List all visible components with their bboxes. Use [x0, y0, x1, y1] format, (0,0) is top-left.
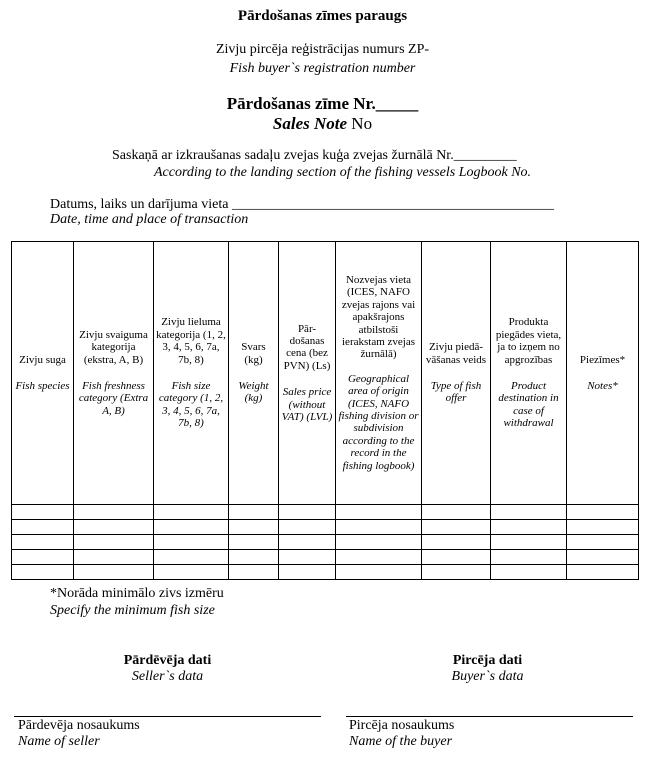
table-cell[interactable] [279, 505, 336, 520]
table-cell[interactable] [12, 520, 74, 535]
col-header-destination: Produkta piegādes vieta, ja to izņem no apgrozības Product destination in case of withdrawal [491, 242, 567, 505]
table-cell[interactable] [229, 550, 279, 565]
buyer-name-line[interactable] [346, 716, 633, 717]
table-cell[interactable] [491, 520, 567, 535]
col-header-notes: Piezīmes* Notes* [567, 242, 639, 505]
table-cell[interactable] [491, 505, 567, 520]
table-cell[interactable] [229, 505, 279, 520]
logbook-label-en: According to the landing section of the fishing vessels Logbook No. [154, 165, 532, 180]
table-cell[interactable] [12, 565, 74, 580]
sales-note-label-lv: Pārdošanas zīme Nr._____ [226, 94, 419, 113]
table-cell[interactable] [279, 535, 336, 550]
table-cell[interactable] [336, 520, 422, 535]
table-cell[interactable] [74, 535, 154, 550]
table-cell[interactable] [279, 520, 336, 535]
buyer-name-label-lv: Pircēja nosaukums [349, 718, 455, 733]
table-cell[interactable] [422, 535, 491, 550]
table-cell[interactable] [336, 550, 422, 565]
seller-name-label-en: Name of seller [18, 734, 100, 749]
seller-name-label-lv: Pārdevēja nosaukums [18, 718, 140, 733]
col-header-weight: Svars (kg) Weight (kg) [229, 242, 279, 505]
table-cell[interactable] [74, 565, 154, 580]
table-row [12, 505, 639, 520]
col-header-species: Zivju suga Fish species [12, 242, 74, 505]
table-cell[interactable] [422, 550, 491, 565]
table-cell[interactable] [336, 565, 422, 580]
table-cell[interactable] [491, 535, 567, 550]
col-header-freshness: Zivju svaiguma kategorija (ekstra, A, B) Fish freshness category (Extra A, B) [74, 242, 154, 505]
table-cell[interactable] [422, 520, 491, 535]
table-cell[interactable] [491, 550, 567, 565]
table-cell[interactable] [567, 550, 639, 565]
table-row [12, 520, 639, 535]
table-cell[interactable] [567, 520, 639, 535]
seller-heading-lv: Pārdēvēja dati [123, 653, 212, 668]
table-cell[interactable] [74, 520, 154, 535]
col-header-price: Pār-došanas cena (bez PVN) (Ls) Sales price (without VAT) (LVL) [279, 242, 336, 505]
sales-note-en-suffix: No [347, 114, 373, 133]
buyer-heading-lv: Pircēja dati [452, 653, 523, 668]
seller-name-line[interactable] [14, 716, 321, 717]
registration-label-en: Fish buyer`s registration number [229, 61, 416, 76]
sales-note-label-en [0, 114, 645, 134]
table-cell[interactable] [336, 505, 422, 520]
table-row [12, 550, 639, 565]
table-cell[interactable] [74, 550, 154, 565]
sales-note-en-bold: Sales Note [272, 114, 348, 133]
seller-heading-en: Seller`s data [131, 669, 204, 684]
buyer-heading-en: Buyer`s data [451, 669, 524, 684]
table-cell[interactable] [279, 565, 336, 580]
table-cell[interactable] [567, 505, 639, 520]
table-cell[interactable] [229, 565, 279, 580]
table-cell[interactable] [154, 565, 229, 580]
table-cell[interactable] [74, 505, 154, 520]
table-cell[interactable] [154, 505, 229, 520]
table-cell[interactable] [491, 565, 567, 580]
table-cell[interactable] [229, 535, 279, 550]
table-cell[interactable] [12, 535, 74, 550]
table-cell[interactable] [279, 550, 336, 565]
table-cell[interactable] [154, 550, 229, 565]
table-cell[interactable] [567, 535, 639, 550]
table-cell[interactable] [422, 565, 491, 580]
table-cell[interactable] [336, 535, 422, 550]
sales-table [11, 241, 639, 580]
col-header-origin: Nozvejas vieta (ICES, NAFO zvejas rajons vai apakšrajons atbilstoši ierakstam zvejas žurnālā) Geographical area of origin (ICES, NAFO fishing division or subdivision according to the record in the fishing logbook) [336, 242, 422, 505]
buyer-name-label-en: Name of the buyer [349, 734, 453, 749]
table-cell[interactable] [154, 535, 229, 550]
transaction-label-en: Date, time and place of transaction [50, 212, 249, 227]
col-header-size: Zivju lieluma kategorija (1, 2, 3, 4, 5, 6, 7a, 7b, 8) Fish size category (1, 2, 3, 4, 5, 6, 7a, 7b, 8) [154, 242, 229, 505]
transaction-label-lv: Datums, laiks un darījuma vieta ______________________________________________ [50, 197, 554, 212]
table-row [12, 535, 639, 550]
table-row [12, 565, 639, 580]
table-cell[interactable] [12, 550, 74, 565]
footnote-lv: *Norāda minimālo zivs izmēru [50, 586, 224, 601]
footnote-en: Specify the minimum fish size [50, 603, 215, 618]
table-cell[interactable] [422, 505, 491, 520]
table-cell[interactable] [12, 505, 74, 520]
table-cell[interactable] [154, 520, 229, 535]
logbook-label-lv: Saskaņā ar izkraušanas sadaļu zvejas kuģa zvejas žurnālā Nr._________ [112, 148, 517, 163]
registration-label-lv: Zivju pircēja reģistrācijas numurs ZP- [215, 42, 430, 57]
col-header-offer-type: Zivju piedā-vāšanas veids Type of fish offer [422, 242, 491, 505]
document-title: Pārdošanas zīmes paraugs [237, 8, 408, 24]
table-header-row [12, 242, 639, 505]
table-cell[interactable] [567, 565, 639, 580]
table-cell[interactable] [229, 520, 279, 535]
